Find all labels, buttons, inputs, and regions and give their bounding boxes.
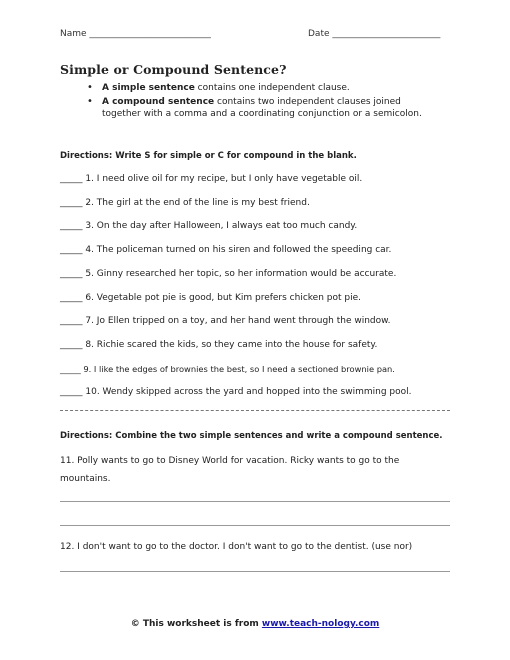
sentence-item-5[interactable]: _____ 5. Ginny researched her topic, so her information would be accurate.	[60, 268, 397, 279]
directions-simple-compound: Directions: Write S for simple or C for compound in the blank.	[60, 151, 357, 161]
sentence-item-6[interactable]: _____ 6. Vegetable pot pie is good, but Kim prefers chicken pot pie.	[60, 292, 361, 303]
sentence-item-10[interactable]: _____ 10. Wendy skipped across the yard and hopped into the swimming pool.	[60, 387, 412, 398]
date-field[interactable]: Date ________________________	[308, 29, 441, 39]
sentence-item-1[interactable]: _____ 1. I need olive oil for my recipe, but I only have vegetable oil.	[60, 174, 363, 184]
sentence-item-4[interactable]: _____ 4. The policeman turned on his siren and followed the speeding car.	[60, 245, 392, 256]
question-12: 12. I don't want to go to the doctor. I don't want to go to the dentist. (use nor)	[60, 542, 413, 552]
question-11: 11. Polly wants to go to Disney World for vacation. Ricky wants to go to the mountains.	[60, 456, 400, 484]
definition-text: contains one independent clause.	[194, 83, 350, 93]
footer-prefix: © This worksheet is from	[130, 619, 262, 629]
definition-term: A simple sentence	[102, 83, 195, 93]
sentence-item-2[interactable]: _____ 2. The girl at the end of the line is my best friend.	[60, 197, 310, 208]
sentence-item-3[interactable]: _____ 3. On the day after Halloween, I always eat too much candy.	[60, 221, 358, 232]
answer-line[interactable]	[60, 501, 450, 502]
definition-term: A compound sentence	[102, 97, 215, 107]
section-divider	[60, 410, 450, 411]
definition-list	[87, 82, 430, 122]
definition-compound	[87, 96, 430, 120]
worksheet-title: Simple or Compound Sentence?	[60, 62, 287, 77]
definition-simple	[87, 82, 430, 94]
sentence-item-7[interactable]: _____ 7. Jo Ellen tripped on a toy, and her hand went through the window.	[60, 316, 391, 327]
directions-combine: Directions: Combine the two simple sentences and write a compound sentence.	[60, 431, 443, 441]
sentence-item-8[interactable]: _____ 8. Richie scared the kids, so they came into the house for safety.	[60, 339, 378, 350]
answer-line[interactable]	[60, 525, 450, 526]
sentence-item-9[interactable]: _____ 9. I like the edges of brownies the best, so I need a sectioned brownie pan.	[60, 363, 395, 374]
bullet-icon: •	[87, 82, 93, 93]
footer-credit	[0, 619, 510, 629]
bullet-icon: •	[87, 96, 93, 107]
name-field[interactable]: Name ___________________________	[60, 29, 211, 39]
answer-line[interactable]	[60, 571, 450, 572]
definition-text: contains two independent clauses joined together with a comma and a coordinating conjunction or a semicolon.	[102, 97, 422, 119]
footer-link[interactable]: www.teach-nology.com	[261, 619, 380, 629]
